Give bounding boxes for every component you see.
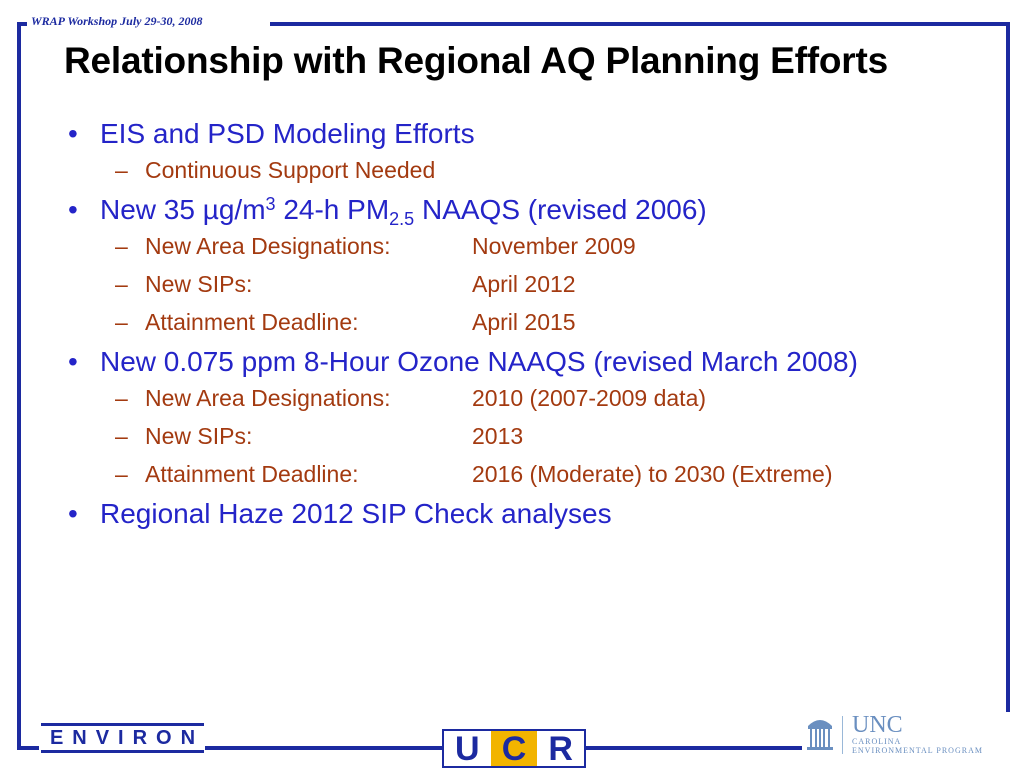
- ucr-logo: [442, 729, 586, 768]
- sub-label: Attainment Deadline:: [145, 461, 359, 487]
- sub-item: [62, 270, 982, 298]
- ucr-letter: C: [491, 731, 538, 766]
- slide-title: Relationship with Regional AQ Planning Efforts: [64, 40, 889, 81]
- sub-label: New SIPs:: [145, 271, 253, 297]
- sub-value: April 2015: [472, 309, 576, 335]
- superscript: 3: [265, 194, 276, 214]
- bullet-dot: •: [68, 118, 78, 149]
- sub-item: [62, 422, 982, 450]
- sub-label: Continuous Support Needed: [145, 157, 436, 183]
- sub-item: [62, 460, 982, 488]
- subscript: 2.5: [389, 209, 415, 229]
- sub-label: New Area Designations:: [145, 233, 391, 259]
- sub-value: 2016 (Moderate) to 2030 (Extreme): [472, 461, 833, 487]
- bullet-dot: •: [68, 498, 78, 529]
- environ-logo-text: ENVIRON: [49, 726, 205, 749]
- bullet-dot: •: [68, 194, 78, 225]
- bullet-item: [62, 194, 982, 229]
- bullet-text: New 0.075 ppm 8-Hour Ozone NAAQS (revised March 2008): [100, 346, 858, 377]
- frame-line: [17, 22, 21, 747]
- sub-dash: –: [115, 309, 128, 335]
- sub-label: New Area Designations:: [145, 385, 391, 411]
- sub-dash: –: [115, 271, 128, 297]
- sub-item: [62, 232, 982, 260]
- sub-dash: –: [115, 385, 128, 411]
- sub-value: 2010 (2007-2009 data): [472, 385, 707, 411]
- frame-line: [205, 746, 442, 750]
- sub-value: November 2009: [472, 233, 636, 259]
- bullet-item: [62, 346, 982, 378]
- logo-divider: [842, 716, 843, 754]
- unc-program-text: CAROLINA ENVIRONMENTAL PROGRAM: [852, 737, 983, 755]
- bullet-item: [62, 498, 982, 530]
- bullet-text-part: NAAQS (revised 2006): [414, 194, 707, 225]
- sub-dash: –: [115, 233, 128, 259]
- bullet-text-part: New 35 µg/m: [100, 194, 266, 225]
- sub-item: [62, 156, 982, 184]
- bullet-text: Regional Haze 2012 SIP Check analyses: [100, 498, 612, 529]
- sub-dash: –: [115, 157, 128, 183]
- bullet-text-part: 24-h PM: [275, 194, 390, 225]
- ucr-letter: R: [537, 731, 584, 766]
- sub-dash: –: [115, 461, 128, 487]
- frame-line: [270, 22, 1010, 26]
- unc-logo: [806, 714, 1006, 758]
- header-note: WRAP Workshop July 29-30, 2008: [31, 14, 203, 28]
- unc-logo-text: UNC: [852, 712, 903, 738]
- sub-label: Attainment Deadline:: [145, 309, 359, 335]
- sub-item: [62, 308, 982, 336]
- environ-logo: [41, 723, 204, 753]
- sub-item: [62, 384, 982, 412]
- frame-line: [586, 746, 802, 750]
- frame-line: [1006, 22, 1010, 712]
- sub-dash: –: [115, 423, 128, 449]
- bullet-text: EIS and PSD Modeling Efforts: [100, 118, 475, 149]
- ucr-letter: U: [444, 731, 491, 766]
- sub-label: New SIPs:: [145, 423, 253, 449]
- bullet-dot: •: [68, 346, 78, 377]
- sub-value: April 2012: [472, 271, 576, 297]
- bullet-list: [62, 118, 982, 536]
- old-well-icon: [806, 714, 834, 752]
- frame-line: [17, 746, 39, 750]
- sub-value: 2013: [472, 423, 524, 449]
- bullet-item: [62, 118, 982, 150]
